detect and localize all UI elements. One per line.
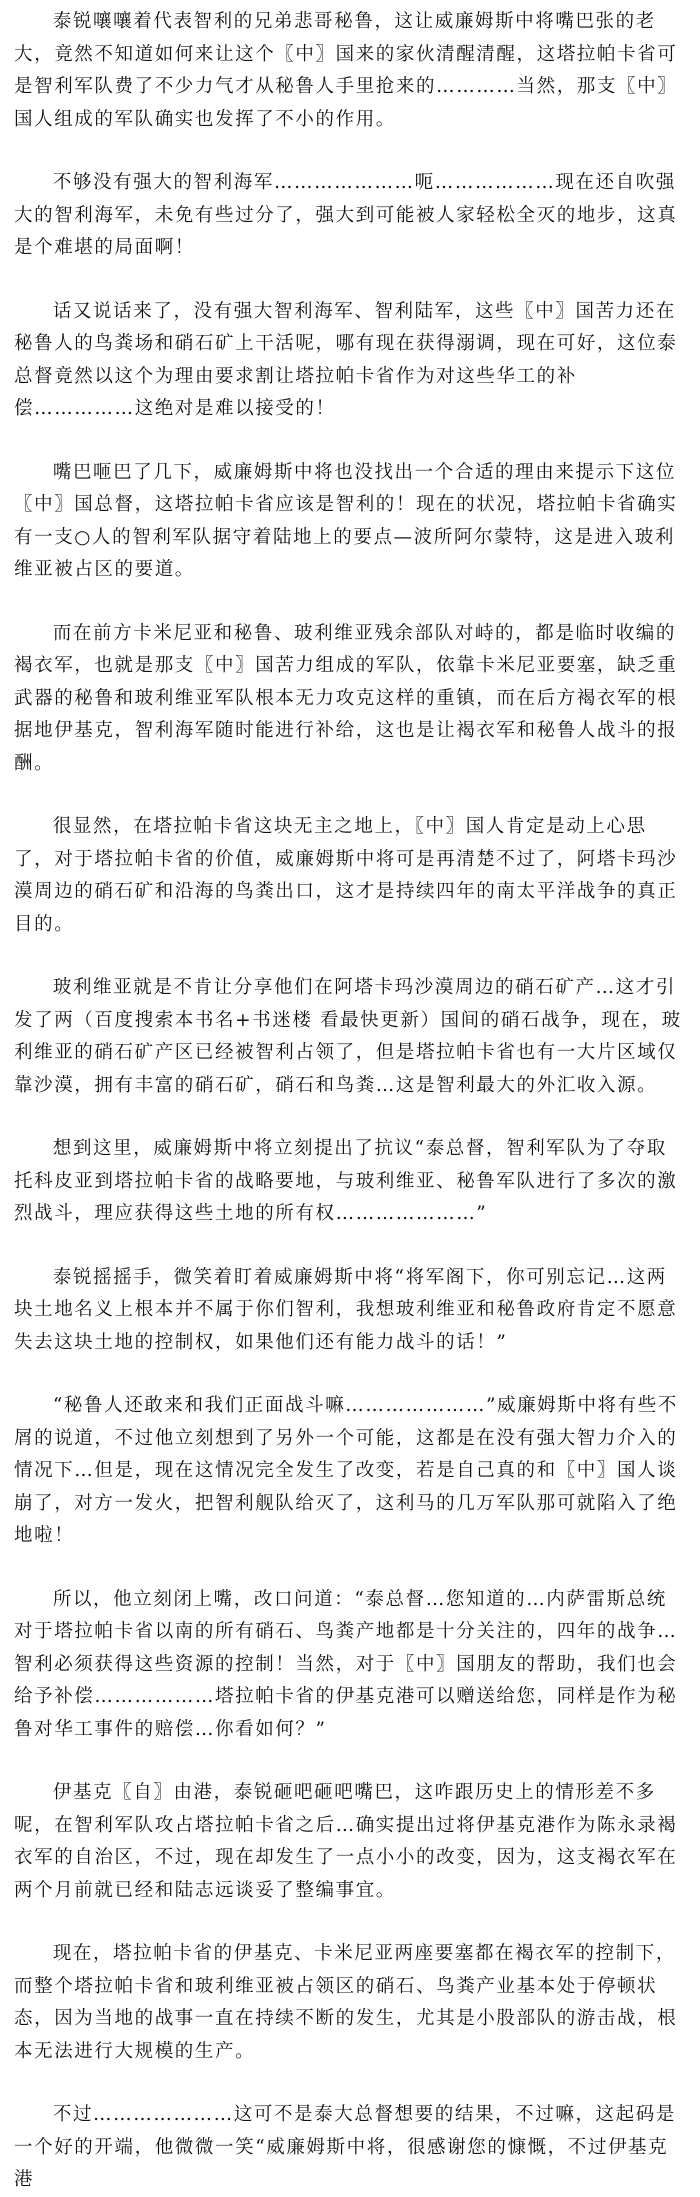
paragraph: 现在，塔拉帕卡省的伊基克、卡米尼亚两座要塞都在褐衣军的控制下，而整个塔拉帕卡省和玻利维亚被占领区的硝石、鸟粪产业基本处于停顿状态，因为当地的战事一直在持续不断的发生，尤其是小股部队的游击战，根本无法进行大规模的生产。 [14, 1943, 678, 2062]
paragraph: 伊基克〖自〗由港，泰锐砸吧砸吧嘴巴，这咋跟历史上的情形差不多呢，在智利军队攻占塔拉帕卡省之后…确实提出过将伊基克港作为陈永录褐衣军的自治区，不过，现在却发生了一点小小的改变，因为，这支褐衣军在两个月前就已经和陆志远谈妥了整编事宜。 [14, 1782, 678, 1901]
paragraph: 玻利维亚就是不肯让分享他们在阿塔卡玛沙漠周边的硝石矿产…这才引发了两（百度搜索本书名+书迷楼 看最快更新）国间的硝石战争，现在，玻利维亚的硝石矿产区已经被智利占领了，但是塔拉帕卡省也有一大片区域仅靠沙漠，拥有丰富的硝石矿，硝石和鸟粪…这是智利最大的外汇收入源。 [14, 977, 682, 1096]
paragraph: 嘴巴咂巴了几下，威廉姆斯中将也没找出一个合适的理由来提示下这位〖中〗国总督，这塔拉帕卡省应该是智利的！现在的状况，塔拉帕卡省确实有一支○人的智利军队据守着陆地上的要点—波所阿尔蒙特，这是进入玻利维亚被占区的要道。 [14, 461, 678, 580]
paragraph: 不过…………………这可不是泰大总督想要的结果，不过嘛，这起码是一个好的开端，他微微一笑“威廉姆斯中将，很感谢您的慷慨，不过伊基克港 [14, 2104, 676, 2190]
paragraph: 不够没有强大的智利海军…………………呃………………现在还自吹强大的智利海军，未免有些过分了，强大到可能被人家轻松全灭的地步，这真是个难堪的局面啊！ [14, 172, 678, 258]
paragraph: 而在前方卡米尼亚和秘鲁、玻利维亚残余部队对峙的，都是临时收编的褐衣军，也就是那支〖中〗国苦力组成的军队，依靠卡米尼亚要塞，缺乏重武器的秘鲁和玻利维亚军队根本无力攻克这样的重镇，而在后方褐衣军的根据地伊基克，智利海军随时能进行补给，这也是让褐衣军和秘鲁人战斗的报酬。 [14, 622, 678, 774]
paragraph: 泰锐嚷嚷着代表智利的兄弟悲哥秘鲁，这让威廉姆斯中将嘴巴张的老大，竟然不知道如何来让这个〖中〗国来的家伙清醒清醒，这塔拉帕卡省可是智利军队费了不少力气才从秘鲁人手里抢来的…………当然，那支〖中〗国人组成的军队确实也发挥了不小的作用。 [14, 11, 678, 130]
paragraph: 所以，他立刻闭上嘴，改口问道：“泰总督…您知道的…内萨雷斯总统对于塔拉帕卡省以南的所有硝石、鸟粪产地都是十分关注的，四年的战争…智利必须获得这些资源的控制！当然，对于〖中〗国朋友的帮助，我们也会给予补偿………………塔拉帕卡省的伊基克港可以赠送给您，同样是作为秘鲁对华工事件的赔偿…你看如何？” [14, 1588, 678, 1740]
paragraph: 想到这里，威廉姆斯中将立刻提出了抗议“泰总督，智利军队为了夺取托科皮亚到塔拉帕卡省的战略要地，与玻利维亚、秘鲁军队进行了多次的激烈战斗，理应获得这些土地的所有权…………………” [14, 1138, 678, 1224]
paragraph: 很显然，在塔拉帕卡省这块无主之地上，〖中〗国人肯定是动上心思了，对于塔拉帕卡省的价值，威廉姆斯中将可是再清楚不过了，阿塔卡玛沙漠周边的硝石矿和沿海的鸟粪出口，这才是持续四年的南太平洋战争的真正目的。 [14, 816, 678, 935]
paragraph: 话又说话来了，没有强大智利海军、智利陆军，这些〖中〗国苦力还在秘鲁人的鸟粪场和硝石矿上干活呢，哪有现在获得溺调，现在可好，这位泰总督竟然以这个为理由要求割让塔拉帕卡省作为对这些华工的补偿……………这绝对是难以接受的！ [14, 300, 678, 419]
paragraph: “秘鲁人还敢来和我们正面战斗嘛…………………”威廉姆斯中将有些不屑的说道，不过他立刻想到了另外一个可能，这都是在没有强大智力介入的情况下…但是，现在这情况完全发生了改变，若是自己真的和〖中〗国人谈崩了，对方一发火，把智利舰队给灭了，这利马的几万军队那可就陷入了绝地啦！ [14, 1395, 678, 1546]
paragraph: 泰锐摇摇手，微笑着盯着威廉姆斯中将“将军阁下，你可别忘记…这两块土地名义上根本并不属于你们智利，我想玻利维亚和秘鲁政府肯定不愿意失去这块土地的控制权，如果他们还有能力战斗的话！” [14, 1266, 678, 1353]
